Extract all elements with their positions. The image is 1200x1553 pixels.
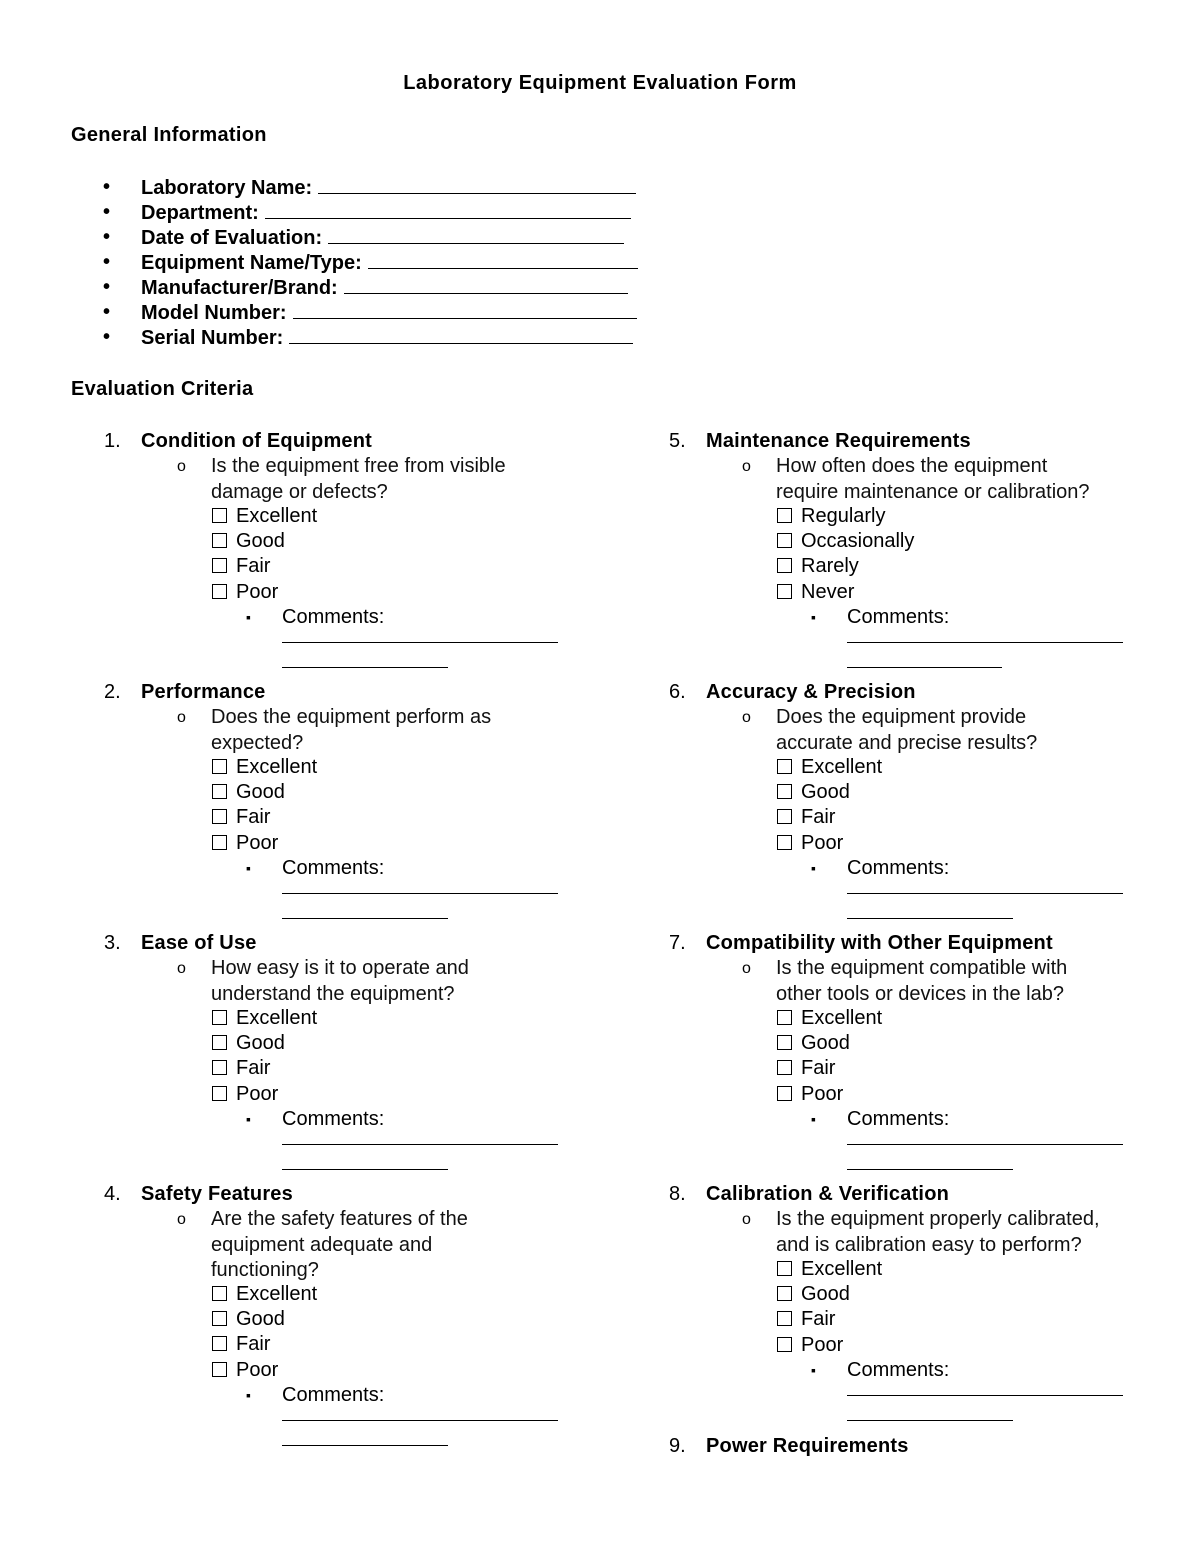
checkbox-icon[interactable] (212, 809, 227, 824)
checkbox-icon[interactable] (212, 835, 227, 850)
option-poor[interactable] (212, 1082, 317, 1107)
option-label: Fair (236, 1057, 271, 1080)
criterion-title: Power Requirements (706, 1435, 909, 1457)
option-good[interactable] (777, 1282, 882, 1307)
question-line: How easy is it to operate and (211, 957, 469, 979)
option-fair[interactable] (212, 554, 317, 579)
blank-line[interactable] (265, 200, 631, 219)
comments-line[interactable] (282, 893, 558, 894)
question-line: Is the equipment free from visible (211, 455, 506, 477)
comments-line[interactable] (847, 1169, 1013, 1170)
option-good[interactable] (212, 529, 317, 554)
question-line: Are the safety features of the (211, 1208, 468, 1230)
checkbox-icon[interactable] (212, 784, 227, 799)
comments-line[interactable] (847, 1420, 1013, 1421)
option-fair[interactable] (212, 1056, 317, 1081)
field-equipment-name (71, 250, 638, 275)
option-fair[interactable] (212, 805, 317, 830)
field-label: Serial Number: (141, 327, 284, 349)
circle-bullet-icon: o (177, 960, 186, 977)
field-date-of-evaluation (71, 225, 638, 250)
comments-line[interactable] (847, 642, 1123, 643)
comments-label: Comments: (847, 606, 950, 628)
bullet-icon: • (103, 326, 111, 348)
option-fair[interactable] (777, 805, 882, 830)
criterion-number: 2. (104, 681, 121, 703)
comments-label: Comments: (847, 857, 950, 879)
option-never[interactable] (777, 580, 914, 605)
bullet-icon: • (103, 176, 111, 198)
checkbox-icon[interactable] (212, 508, 227, 523)
option-label: Good (801, 1283, 850, 1306)
option-label: Excellent (801, 1258, 883, 1280)
field-serial-number (71, 325, 638, 350)
comments-line[interactable] (282, 642, 558, 643)
option-excellent[interactable] (212, 755, 317, 780)
option-label: Poor (801, 1333, 844, 1356)
option-label: Excellent (236, 1007, 318, 1029)
option-fair[interactable] (777, 1056, 882, 1081)
question-line: understand the equipment? (211, 982, 455, 1005)
blank-line[interactable] (318, 175, 636, 194)
comments-label: Comments: (282, 1384, 385, 1406)
option-excellent[interactable] (212, 504, 317, 529)
option-label: Good (236, 1308, 285, 1331)
comments-line[interactable] (847, 918, 1013, 919)
circle-bullet-icon: o (177, 1211, 186, 1228)
option-poor[interactable] (777, 1082, 882, 1107)
bullet-icon: • (103, 226, 111, 248)
option-label: Never (801, 580, 855, 603)
criterion-number: 4. (104, 1183, 121, 1205)
option-excellent[interactable] (777, 1006, 882, 1031)
blank-line[interactable] (368, 250, 638, 269)
question-line: How often does the equipment (776, 455, 1048, 477)
option-good[interactable] (212, 780, 317, 805)
question-line: damage or defects? (211, 480, 388, 503)
option-label: Excellent (236, 756, 318, 778)
checkbox-icon[interactable] (777, 1086, 792, 1101)
checkbox-icon[interactable] (212, 1010, 227, 1025)
option-poor[interactable] (777, 831, 882, 856)
rating-options (212, 504, 317, 605)
criterion-question (211, 705, 551, 756)
square-bullet-icon: ▪ (246, 1387, 251, 1403)
general-info-list (71, 175, 638, 350)
question-line: Is the equipment properly calibrated, (776, 1208, 1100, 1230)
option-label: Good (801, 781, 850, 804)
option-label: Poor (236, 580, 279, 603)
comments-label: Comments: (847, 1359, 950, 1381)
checkbox-icon[interactable] (212, 1336, 227, 1351)
field-label: Equipment Name/Type: (141, 252, 362, 274)
field-laboratory-name (71, 175, 638, 200)
field-model-number (71, 300, 638, 325)
checkbox-icon[interactable] (777, 558, 792, 573)
bullet-icon: • (103, 201, 111, 223)
option-label: Fair (236, 1333, 271, 1356)
criterion-number: 8. (669, 1183, 686, 1205)
comments-line[interactable] (282, 918, 448, 919)
option-label: Excellent (236, 1283, 318, 1305)
option-label: Excellent (801, 756, 883, 778)
option-poor[interactable] (212, 1358, 317, 1383)
checkbox-icon[interactable] (212, 1035, 227, 1050)
field-label: Laboratory Name: (141, 177, 313, 199)
form-title: Laboratory Equipment Evaluation Form (403, 72, 797, 94)
comments-line[interactable] (282, 1144, 558, 1145)
circle-bullet-icon: o (742, 960, 751, 977)
comments-line[interactable] (847, 1395, 1123, 1396)
field-label: Model Number: (141, 302, 287, 324)
option-label: Fair (801, 806, 836, 829)
option-label: Occasionally (801, 530, 915, 553)
checkbox-icon[interactable] (212, 759, 227, 774)
blank-line[interactable] (289, 325, 633, 344)
evaluation-criteria-heading: Evaluation Criteria (71, 378, 254, 400)
checkbox-icon[interactable] (777, 1311, 792, 1326)
option-label: Poor (236, 1082, 279, 1105)
comments-line[interactable] (847, 1144, 1123, 1145)
checkbox-icon[interactable] (777, 1261, 792, 1276)
rating-options (212, 755, 317, 856)
circle-bullet-icon: o (177, 458, 186, 475)
comments-line[interactable] (282, 1169, 448, 1170)
criterion-number: 6. (669, 681, 686, 703)
general-info-heading: General Information (71, 124, 267, 146)
square-bullet-icon: ▪ (246, 1111, 251, 1127)
comments-label: Comments: (282, 606, 385, 628)
rating-options (212, 1282, 317, 1383)
criterion-question (211, 956, 551, 1007)
checkbox-icon[interactable] (777, 533, 792, 548)
comments-line[interactable] (282, 1420, 558, 1421)
criterion-title: Maintenance Requirements (706, 430, 971, 452)
option-label: Excellent (801, 1007, 883, 1029)
comments-label: Comments: (282, 857, 385, 879)
question-line: and is calibration easy to perform? (776, 1233, 1082, 1256)
option-good[interactable] (212, 1031, 317, 1056)
checkbox-icon[interactable] (212, 1086, 227, 1101)
option-excellent[interactable] (212, 1282, 317, 1307)
option-label: Good (236, 1032, 285, 1055)
circle-bullet-icon: o (177, 709, 186, 726)
checkbox-icon[interactable] (777, 759, 792, 774)
checkbox-icon[interactable] (777, 809, 792, 824)
square-bullet-icon: ▪ (811, 609, 816, 625)
blank-line[interactable] (293, 300, 637, 319)
option-label: Good (236, 530, 285, 553)
checkbox-icon[interactable] (212, 1286, 227, 1301)
criterion-question (211, 1207, 551, 1284)
option-label: Rarely (801, 555, 859, 578)
comments-label: Comments: (847, 1108, 950, 1130)
criterion-title: Calibration & Verification (706, 1183, 950, 1205)
checkbox-icon[interactable] (212, 1060, 227, 1075)
blank-line[interactable] (344, 275, 628, 294)
option-label: Regularly (801, 505, 886, 527)
comments-line[interactable] (847, 893, 1123, 894)
option-poor[interactable] (212, 831, 317, 856)
question-line: require maintenance or calibration? (776, 480, 1090, 503)
comments-line[interactable] (282, 1445, 448, 1446)
question-line: Does the equipment perform as (211, 706, 492, 728)
option-poor[interactable] (777, 1333, 882, 1358)
option-occasionally[interactable] (777, 529, 914, 554)
criterion-question (776, 956, 1116, 1007)
question-line: equipment adequate and (211, 1233, 433, 1256)
option-excellent[interactable] (777, 1257, 882, 1282)
criterion-number: 9. (669, 1435, 686, 1457)
option-label: Poor (801, 831, 844, 854)
checkbox-icon[interactable] (777, 1286, 792, 1301)
option-label: Poor (801, 1082, 844, 1105)
criterion-title: Accuracy & Precision (706, 681, 916, 703)
rating-options (777, 755, 882, 856)
criterion-number: 1. (104, 430, 121, 452)
criterion-question (776, 705, 1116, 756)
field-department (71, 200, 638, 225)
checkbox-icon[interactable] (212, 584, 227, 599)
option-label: Poor (236, 1358, 279, 1381)
option-regularly[interactable] (777, 504, 914, 529)
option-label: Fair (801, 1308, 836, 1331)
question-line: accurate and precise results? (776, 731, 1038, 754)
option-good[interactable] (777, 1031, 882, 1056)
square-bullet-icon: ▪ (811, 1362, 816, 1378)
square-bullet-icon: ▪ (246, 860, 251, 876)
criterion-title: Compatibility with Other Equipment (706, 932, 1053, 954)
field-label: Manufacturer/Brand: (141, 277, 338, 299)
field-label: Date of Evaluation: (141, 227, 323, 249)
checkbox-icon[interactable] (777, 508, 792, 523)
checkbox-icon[interactable] (777, 1060, 792, 1075)
rating-options (777, 1257, 882, 1358)
rating-options (777, 1006, 882, 1107)
square-bullet-icon: ▪ (246, 609, 251, 625)
checkbox-icon[interactable] (212, 1362, 227, 1377)
comments-label: Comments: (282, 1108, 385, 1130)
criterion-title: Safety Features (141, 1183, 293, 1205)
option-label: Good (236, 781, 285, 804)
bullet-icon: • (103, 301, 111, 323)
criterion-number: 5. (669, 430, 686, 452)
criterion-number: 3. (104, 932, 121, 954)
bullet-icon: • (103, 251, 111, 273)
criterion-title: Performance (141, 681, 266, 703)
circle-bullet-icon: o (742, 1211, 751, 1228)
rating-options (212, 1006, 317, 1107)
field-label: Department: (141, 202, 259, 224)
checkbox-icon[interactable] (777, 1337, 792, 1352)
criterion-question (776, 1207, 1116, 1258)
question-line: expected? (211, 731, 304, 754)
comments-line[interactable] (282, 667, 448, 668)
checkbox-icon[interactable] (777, 1010, 792, 1025)
criterion-title: Condition of Equipment (141, 430, 373, 452)
checkbox-icon[interactable] (777, 584, 792, 599)
square-bullet-icon: ▪ (811, 1111, 816, 1127)
checkbox-icon[interactable] (212, 533, 227, 548)
field-manufacturer (71, 275, 638, 300)
option-label: Fair (236, 806, 271, 829)
option-label: Fair (801, 1057, 836, 1080)
option-poor[interactable] (212, 580, 317, 605)
option-excellent[interactable] (212, 1006, 317, 1031)
checkbox-icon[interactable] (777, 835, 792, 850)
question-line: other tools or devices in the lab? (776, 982, 1064, 1005)
question-line: Is the equipment compatible with (776, 957, 1068, 979)
question-line: functioning? (211, 1259, 319, 1281)
checkbox-icon[interactable] (777, 784, 792, 799)
option-good[interactable] (777, 780, 882, 805)
option-label: Fair (236, 555, 271, 578)
option-fair[interactable] (777, 1307, 882, 1332)
option-rarely[interactable] (777, 554, 914, 579)
checkbox-icon[interactable] (212, 558, 227, 573)
criterion-number: 7. (669, 932, 686, 954)
option-label: Good (801, 1032, 850, 1055)
circle-bullet-icon: o (742, 709, 751, 726)
circle-bullet-icon: o (742, 458, 751, 475)
criterion-question (211, 454, 551, 505)
comments-line[interactable] (847, 667, 1002, 668)
blank-line[interactable] (328, 225, 624, 244)
square-bullet-icon: ▪ (811, 860, 816, 876)
rating-options (777, 504, 914, 605)
criterion-question (776, 454, 1116, 505)
checkbox-icon[interactable] (212, 1311, 227, 1326)
criterion-title: Ease of Use (141, 932, 257, 954)
checkbox-icon[interactable] (777, 1035, 792, 1050)
option-fair[interactable] (212, 1332, 317, 1357)
option-good[interactable] (212, 1307, 317, 1332)
question-line: Does the equipment provide (776, 706, 1027, 728)
option-label: Excellent (236, 505, 318, 527)
option-label: Poor (236, 831, 279, 854)
bullet-icon: • (103, 276, 111, 298)
option-excellent[interactable] (777, 755, 882, 780)
